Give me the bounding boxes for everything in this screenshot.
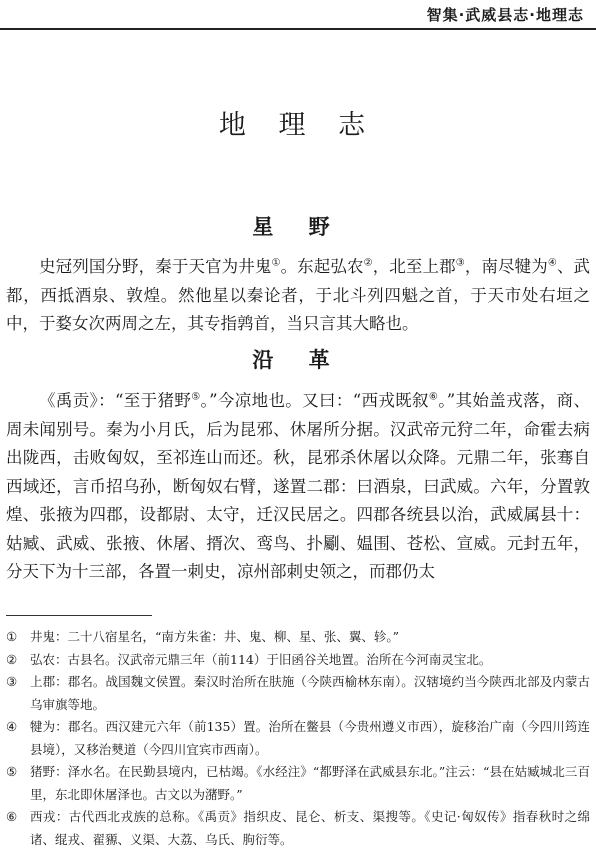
footnote-number: ③ — [6, 674, 18, 689]
footnotes — [6, 626, 590, 851]
header-rule — [0, 28, 596, 30]
section-heading-xingye: 星 野 — [252, 215, 344, 239]
paragraph-text: 史冠列国分野，秦于天官为井鬼 — [39, 257, 272, 276]
footnote-ref[interactable]: ④ — [547, 257, 557, 269]
footnote-number: ⑤ — [6, 764, 18, 779]
footnote-text: 西戎：古代西北戎族的总称。《禹贡》指织皮、昆仑、析支、渠搜等。《史记·匈奴传》指春秋时之绵诸、绲戎、翟豲、义渠、大荔、乌氏、朐衍等。 — [30, 809, 590, 847]
footnote-text: 上郡：郡名。战国魏文侯置。秦汉时治所在肤施（今陕西榆林东南）。汉辖境约当今陕西北部及内蒙古乌审旗等地。 — [30, 674, 590, 712]
section-heading-yange: 沿 革 — [252, 348, 344, 372]
footnote-ref[interactable]: ⑥ — [428, 391, 439, 403]
paragraph-text: ，北至上郡 — [372, 257, 456, 276]
page-title: 地 理 志 — [218, 110, 378, 141]
footnote-ref[interactable]: ① — [271, 257, 281, 269]
footnote-number: ① — [6, 629, 18, 644]
paragraph-text: 。”其始盖戎落，商、周未闻别号。秦为小月氏，后为昆邪、休屠所分据。汉武帝元狩二年，命霍去病出陇西，击败匈奴，至祁连山而还。秋，昆邪杀休屠以众降。元鼎二年，张骞自西域还，言币招乌孙，断匈奴右臂，遂置二郡：曰酒泉，曰武威。六年，分置敦煌、张掖为四郡，设都尉、太守，迁汉民居之。四郡各统县以治，武威属县十：姑臧、武威、张掖、休屠、揟次、鸾鸟、扑劚、媪围、苍松、宣威。元封五年，分天下为十三部，各置一刺史，凉州部刺史领之，而郡仍太 — [6, 391, 591, 581]
paragraph-text: 、武都，西抵酒泉、敦煌。然他星以秦论者，于北斗列四魁之首，于天市处右垣之中，于婺女次两周之左，其专指鹑首，当只言其大略也。 — [6, 257, 591, 333]
footnote-item — [6, 626, 590, 649]
footnote-item — [6, 716, 590, 761]
footnote-ref[interactable]: ② — [363, 257, 373, 269]
footnote-divider — [6, 615, 152, 616]
paragraph-yange — [6, 387, 590, 587]
footnote-item — [6, 806, 590, 851]
footnote-text: 井鬼：二十八宿星名，“南方朱雀：井、鬼、柳、星、张、翼、轸。” — [30, 629, 400, 644]
footnote-number: ② — [6, 651, 18, 667]
paragraph-xingye — [6, 253, 590, 339]
footnote-text: 猪野：泽水名。在民勤县境内，已枯竭。《水经注》“都野泽在武威县东北。”注云：“县在姑臧城北三百里，东北即休屠泽也。古文以为潴野。” — [30, 764, 590, 802]
footnote-ref[interactable]: ⑤ — [191, 391, 201, 403]
footnote-item — [6, 649, 590, 672]
footnote-number: ④ — [6, 719, 18, 734]
running-header — [0, 0, 596, 30]
paragraph-text: 《禹贡》：“至于猪野 — [39, 391, 192, 410]
footnote-ref[interactable]: ③ — [455, 257, 465, 269]
paragraph-text: ，南尽犍为 — [464, 257, 548, 276]
footnote-text: 弘农：古县名。汉武帝元鼎三年（前114）于旧函谷关地置。治所在今河南灵宝北。 — [30, 651, 492, 667]
paragraph-text: 。东起弘农 — [280, 257, 364, 276]
running-title: 智集·武威县志·地理志 — [426, 6, 584, 24]
footnote-item — [6, 761, 590, 806]
footnote-text: 犍为：郡名。西汉建元六年（前135）置。治所在鳖县（今贵州遵义市西），旋移治广南（今四川筠连县境），又移治僰道（今四川宜宾市西南）。 — [30, 719, 590, 757]
footnote-item — [6, 671, 590, 716]
footnote-number: ⑥ — [6, 809, 18, 824]
paragraph-text: 。”今凉地也。又曰：“西戎既叙 — [200, 391, 429, 410]
